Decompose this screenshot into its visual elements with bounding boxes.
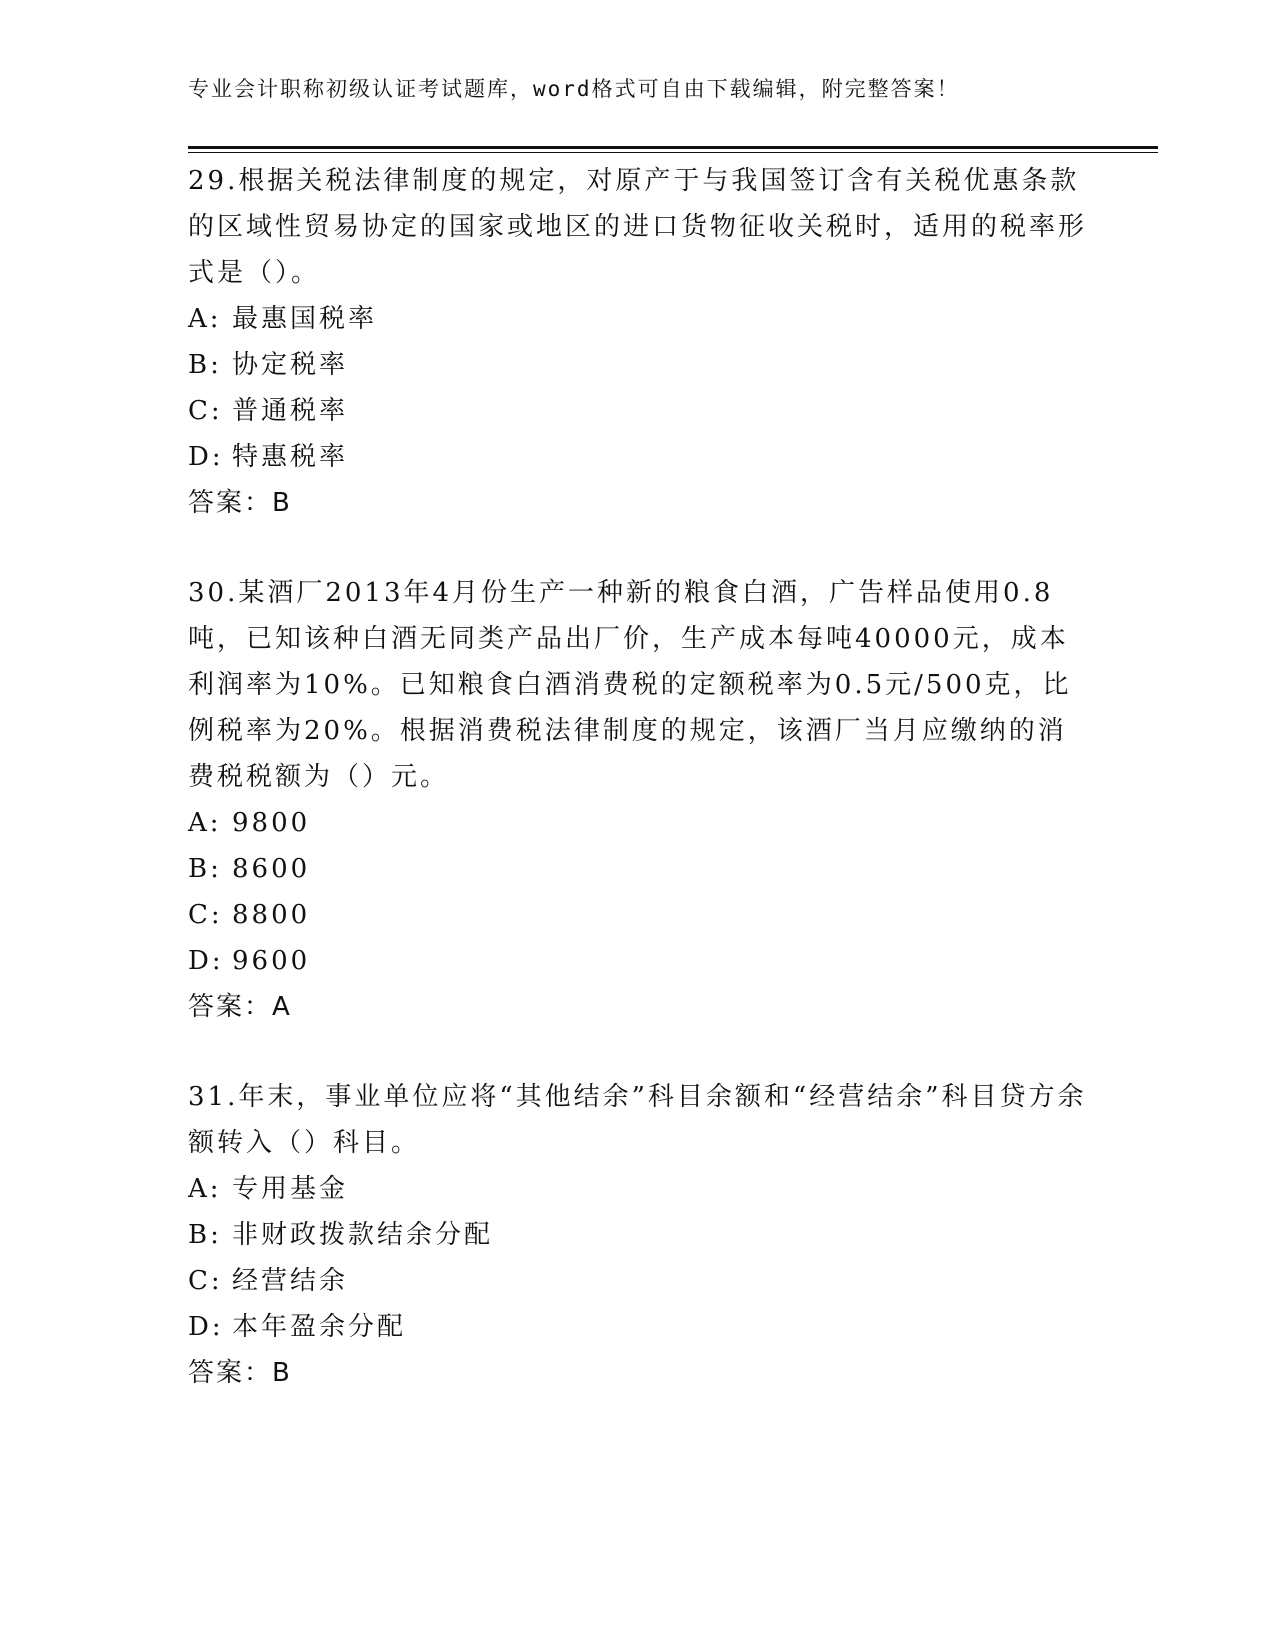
option-key: C: [188,396,223,426]
question-stem: 29.根据关税法律制度的规定，对原产于与我国签订含有关税优惠条款的区域性贸易协定的国家或地区的进口货物征收关税时，适用的税率形式是（）。 [188,166,1088,288]
question-stem: 31.年末，事业单位应将“其他结余”科目余额和“经营结余”科目贷方余额转入（）科目。 [188,1082,1087,1158]
option-key: A: [188,1174,222,1204]
option-text: 8800 [232,900,311,930]
question-30 [188,570,1088,1030]
option-key: D: [188,442,224,472]
option-key: B: [188,854,222,884]
option-key: D: [188,1312,224,1342]
header-rule-thick [188,146,1158,149]
option-text: 9600 [232,946,311,976]
option-key: A: [188,808,222,838]
option-d [188,434,1088,480]
option-b [188,1212,1088,1258]
option-a [188,296,1088,342]
option-c [188,892,1088,938]
option-key: C: [188,900,223,930]
option-text: 非财政拨款结余分配 [232,1220,494,1250]
question-list [188,158,1088,1396]
question-29 [188,158,1088,526]
answer-line: 答案：A [188,992,292,1022]
option-key: C: [188,1266,223,1296]
option-text: 9800 [232,808,311,838]
option-key: D: [188,946,224,976]
option-c [188,388,1088,434]
option-c [188,1258,1088,1304]
option-d [188,1304,1088,1350]
answer-line: 答案：B [188,488,292,518]
question-stem: 30.某酒厂2013年4月份生产一种新的粮食白酒，广告样品使用0.8吨，已知该种白酒无同类产品出厂价，生产成本每吨40000元，成本利润率为10%。已知粮食白酒消费税的定额税率为0.5元/500克，比例税率为20%。根据消费税法律制度的规定，该酒厂当月应缴纳的消费税税额为（）元。 [188,578,1072,792]
option-text: 专用基金 [232,1174,349,1204]
option-a [188,1166,1088,1212]
answer-line: 答案：B [188,1358,292,1388]
option-text: 最惠国税率 [232,304,378,334]
option-d [188,938,1088,984]
option-text: 特惠税率 [232,442,349,472]
question-31 [188,1074,1088,1396]
option-text: 普通税率 [232,396,349,426]
option-key: B: [188,350,222,380]
header-rule-thin [188,152,1158,153]
option-a [188,800,1088,846]
option-b [188,342,1088,388]
option-text: 经营结余 [232,1266,349,1296]
option-key: B: [188,1220,222,1250]
option-text: 本年盈余分配 [232,1312,407,1342]
option-key: A: [188,304,222,334]
option-b [188,846,1088,892]
page-header: 专业会计职称初级认证考试题库，word格式可自由下载编辑，附完整答案！ [188,77,960,101]
option-text: 协定税率 [232,350,349,380]
option-text: 8600 [232,854,311,884]
